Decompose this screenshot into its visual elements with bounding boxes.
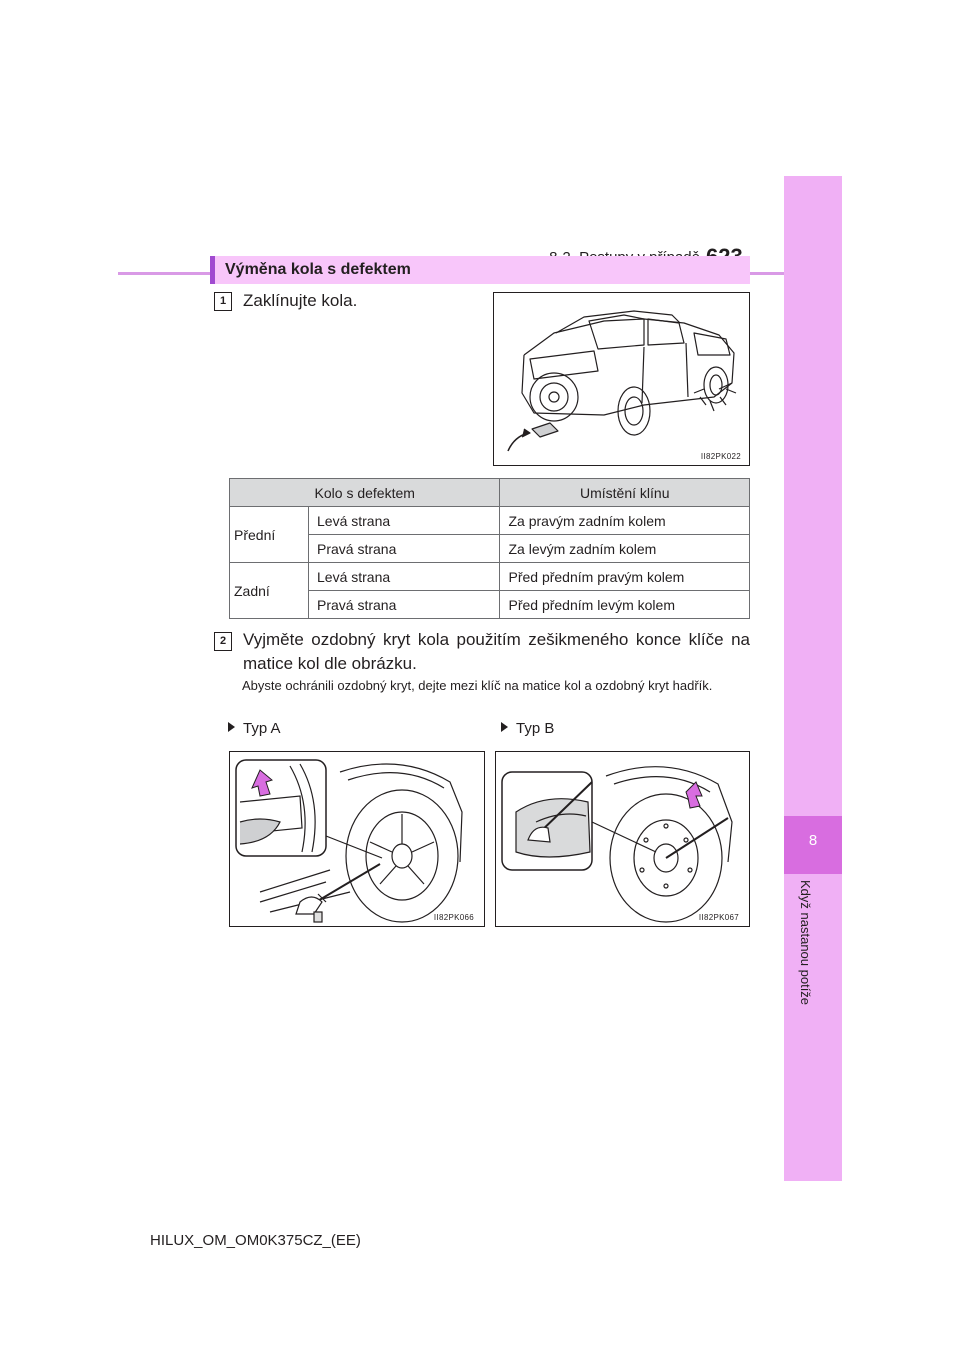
truck-chocked-figure xyxy=(493,292,750,466)
chapter-side-tab xyxy=(784,176,842,1181)
table-group-front: Přední xyxy=(230,507,309,563)
type-a-text: Typ A xyxy=(243,720,281,737)
section-heading xyxy=(210,256,750,284)
type-a-wheel-cover-illustration xyxy=(230,752,484,926)
table-row xyxy=(230,563,750,591)
type-b-label xyxy=(501,720,554,737)
type-a-figure xyxy=(229,751,485,927)
step-1-text: Zaklínujte kola. xyxy=(243,291,358,310)
type-b-figure xyxy=(495,751,750,927)
table-cell-position: Před předním levým kolem xyxy=(500,591,750,619)
triangle-bullet-icon xyxy=(501,722,508,732)
table-group-rear: Zadní xyxy=(230,563,309,619)
table-header-flat-tire: Kolo s defektem xyxy=(230,479,500,507)
table-header-chock-position: Umístění klínu xyxy=(500,479,750,507)
step-number-2: 2 xyxy=(214,632,232,651)
type-b-text: Typ B xyxy=(516,720,555,737)
table-header-row xyxy=(230,479,750,507)
section-heading-text: Výměna kola s defektem xyxy=(225,261,411,278)
chapter-title: Když nastanou potíže xyxy=(798,880,813,1006)
type-a-label xyxy=(228,720,281,737)
wheel-chock-table xyxy=(229,478,750,619)
type-b-wheel-cover-illustration xyxy=(496,752,749,926)
table-cell-side: Levá strana xyxy=(309,563,500,591)
table-cell-side: Levá strana xyxy=(309,507,500,535)
table-cell-position: Za pravým zadním kolem xyxy=(500,507,750,535)
step-2-text: Vyjměte ozdobný kryt kola použitím zešikmeného konce klíče na matice kol dle obrázku. xyxy=(243,630,750,673)
table-cell-side: Pravá strana xyxy=(309,535,500,563)
document-code-footer: HILUX_OM_OM0K375CZ_(EE) xyxy=(150,1232,361,1249)
type-b-figure-code: II82PK067 xyxy=(698,913,739,922)
type-a-figure-code: II82PK066 xyxy=(433,913,474,922)
triangle-bullet-icon xyxy=(228,722,235,732)
chapter-number: 8 xyxy=(808,832,818,849)
step-number-1: 1 xyxy=(214,292,232,311)
table-cell-position: Před předním pravým kolem xyxy=(500,563,750,591)
table-cell-side: Pravá strana xyxy=(309,591,500,619)
pickup-truck-illustration xyxy=(494,293,749,465)
table-cell-position: Za levým zadním kolem xyxy=(500,535,750,563)
table-row xyxy=(230,507,750,535)
step-2-note: Abyste ochránili ozdobný kryt, dejte mezi klíč na matice kol a ozdobný kryt hadřík. xyxy=(242,678,713,693)
truck-figure-code: II82PK022 xyxy=(700,452,741,461)
